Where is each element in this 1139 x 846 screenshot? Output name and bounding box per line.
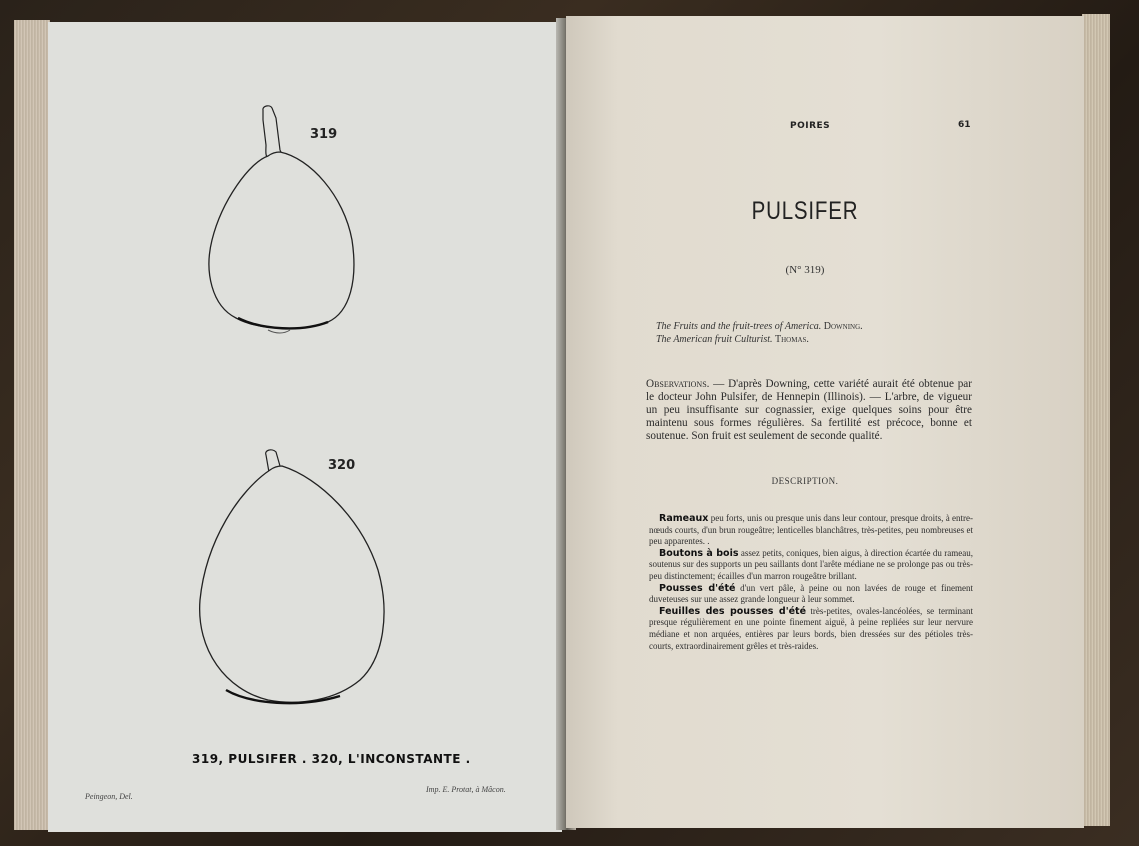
running-head: POIRES	[790, 121, 831, 131]
observations-label: Observations.	[646, 378, 710, 390]
reference-author: Thomas.	[775, 334, 809, 345]
description-entry	[649, 606, 973, 652]
description-entry	[649, 513, 973, 548]
reference-author: Downing.	[823, 321, 863, 332]
description-text: assez petits, coniques, bien aigus, à direction écartée du rameau, soutenus sur des supports un peu saillants dont l'arête médiane ne se prolonge pas ou très-peu distinctement; écailles d'un marron rougeâtre brillant.	[649, 547, 973, 581]
page-number: 61	[958, 120, 971, 130]
description-heading: DESCRIPTION.	[771, 476, 839, 486]
description-text: d'un vert pâle, à peine ou non lavées de rouge et finement duveteuses sur une assez grande longueur à leur sommet.	[649, 582, 974, 605]
description-term: Feuilles des pousses d'été	[659, 605, 807, 617]
figure-319-number: 319	[310, 127, 338, 142]
plate-caption: 319, PULSIFER . 320, L'INCONSTANTE .	[192, 752, 471, 766]
description-entry	[649, 583, 973, 606]
description-term: Pousses d'été	[659, 582, 736, 594]
figure-320-number: 320	[328, 458, 356, 473]
reference-work: The Fruits and the fruit-trees of America.	[656, 321, 822, 332]
observations-paragraph	[646, 378, 972, 443]
reference-line	[656, 334, 809, 345]
page-title: PULSIFER	[751, 197, 859, 225]
plate-credit-artist: Peingeon, Del.	[85, 792, 133, 801]
observations-text: — D'après Downing, cette variété aurait été obtenue par le docteur John Pulsifer, de Hennepin (Illinois). — L'arbre, de vigueur un peu insuffisante sur cognassier, exige quelques soins pour être maintenu sous formes régulières. Sa fertilité est précoce, bonne et soutenue. Son fruit est seulement de seconde qualité.	[646, 378, 972, 442]
description-entry	[649, 548, 973, 583]
reference-work: The American fruit Culturist.	[656, 334, 773, 345]
plate-credit-printer: Imp. E. Protat, à Mâcon.	[426, 785, 506, 794]
description-term: Boutons à bois	[659, 547, 739, 559]
reference-line	[656, 321, 863, 332]
description-term: Rameaux	[659, 513, 709, 524]
description-body	[649, 513, 973, 652]
description-text: très-petites, ovales-lancéolées, se terminant presque régulièrement en une pointe finement aiguë, à peine repliées sur leur nervure médiane et non arquées, entières par leurs bords, bien dressées sur des pétioles très-courts, extraordinairement grêles et très-raides.	[649, 605, 973, 651]
description-text: peu forts, unis ou presque unis dans leur contour, presque droits, à entre-nœuds courts, d'un brun rougeâtre; lenticelles blanchâtres, très-petites, peu nombreuses et peu apparentes. .	[649, 513, 973, 547]
variety-number: (N° 319)	[785, 264, 825, 276]
